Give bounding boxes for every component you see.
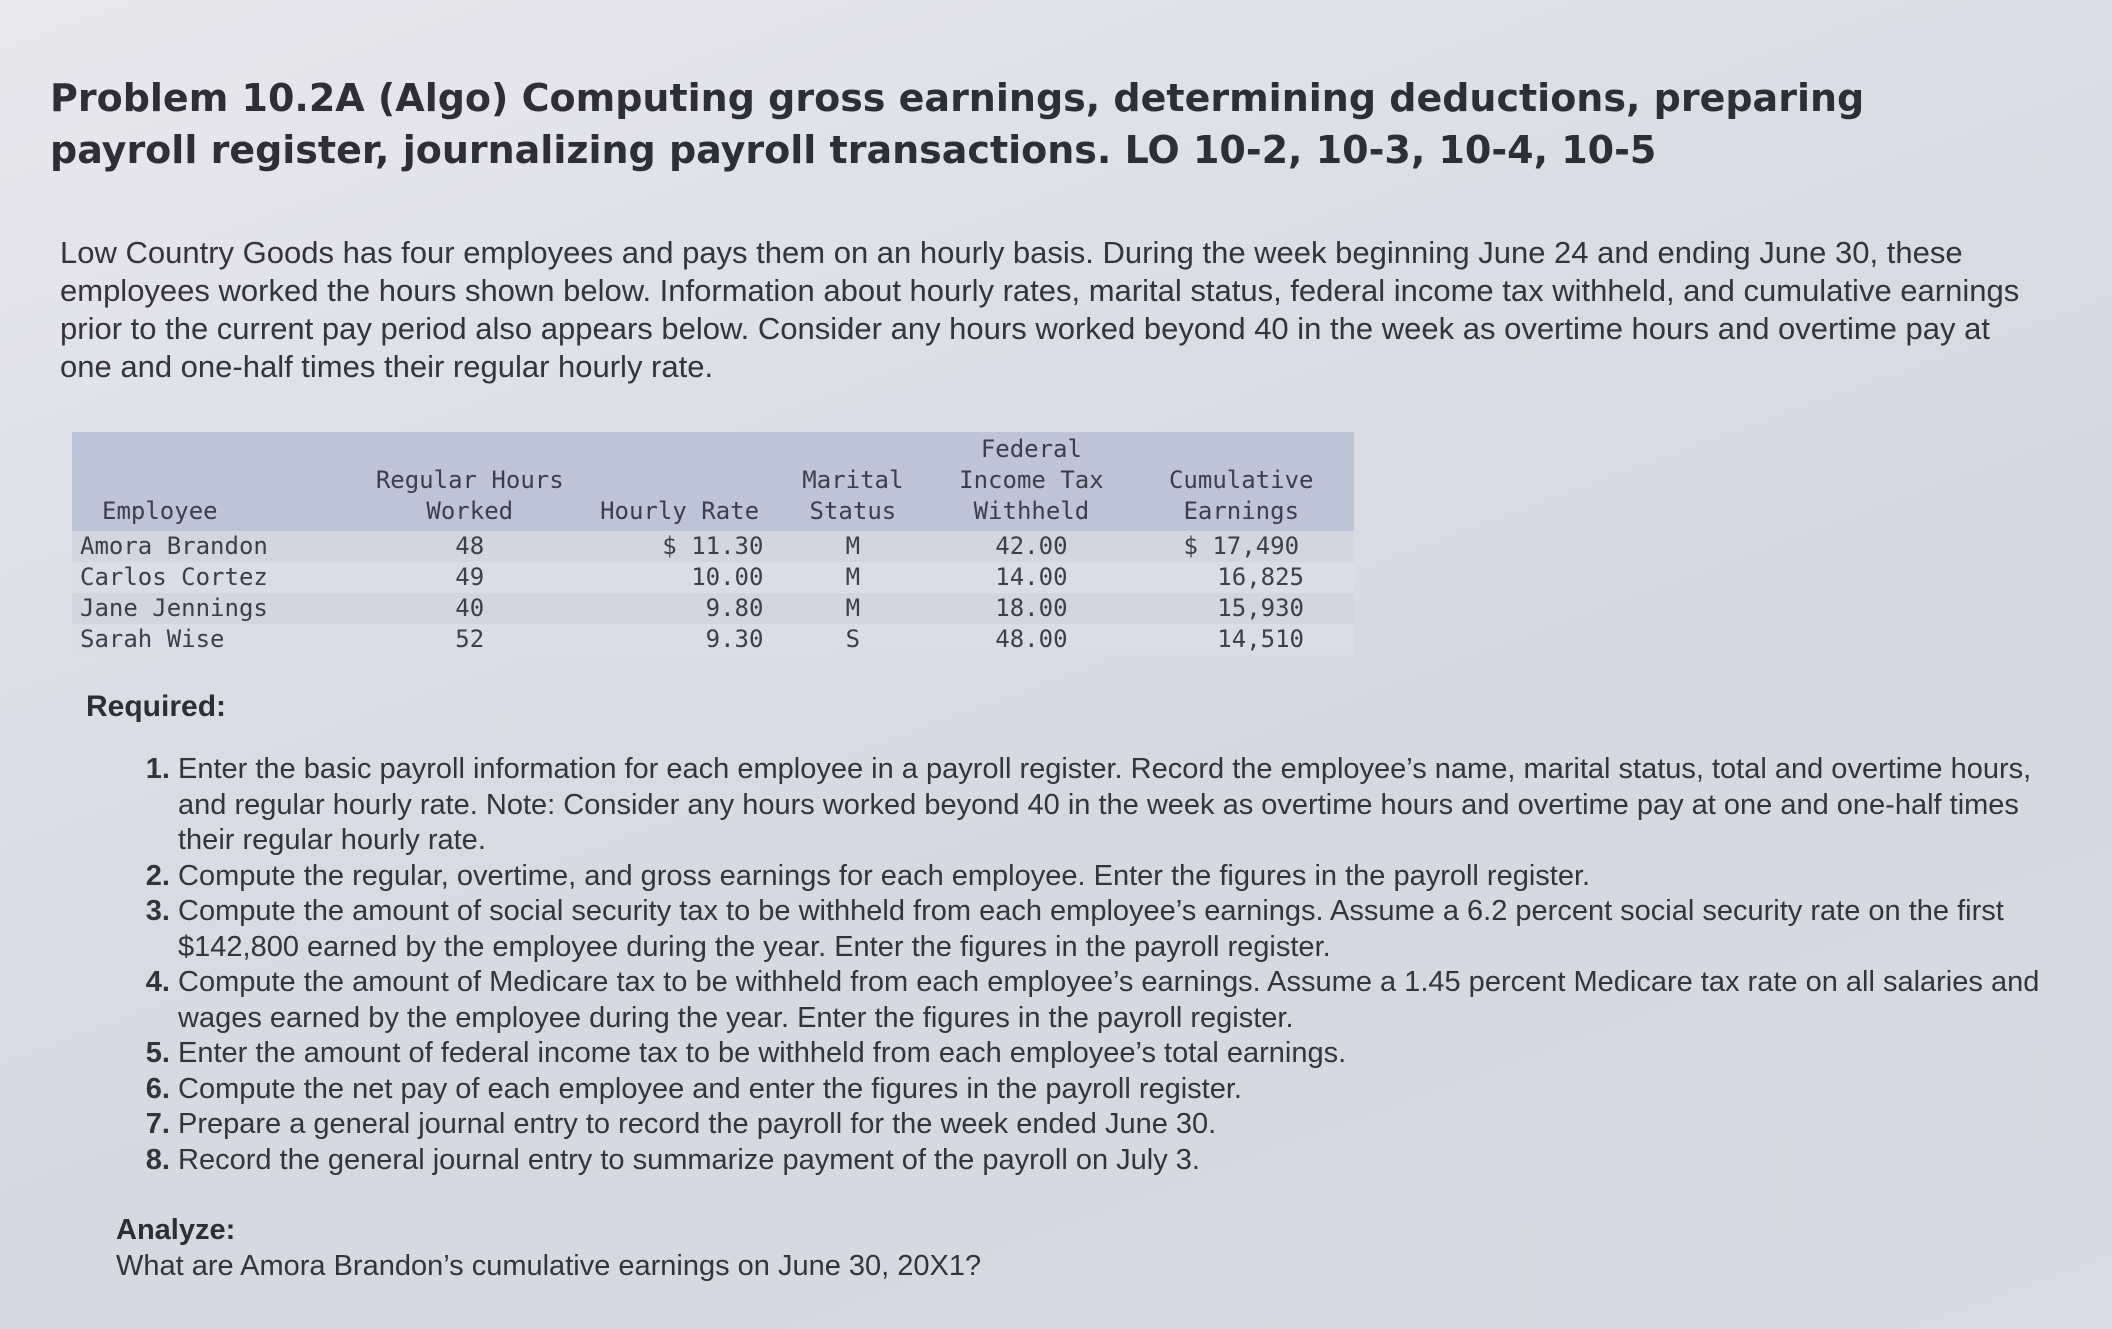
federal-income-tax: 18.00 [995, 594, 1068, 622]
federal-income-tax: 48.00 [995, 625, 1068, 653]
federal-income-tax: 42.00 [995, 532, 1068, 560]
regular-hours: 49 [455, 563, 485, 591]
cumulative-earnings: 15,930 [1217, 594, 1304, 622]
header-regular-hours: Regular Hours Worked [375, 466, 564, 525]
table-row [72, 624, 1354, 655]
cumulative-earnings: 16,825 [1217, 563, 1304, 591]
employee-name: Sarah Wise [80, 625, 225, 653]
marital-status: M [845, 532, 861, 560]
list-item: 4. Compute the amount of Medicare tax to be withheld from each employee’s earnings. Assume a 1.45 percent Medicare tax rate on all salaries and wages earned by the employee during the year. Enter the figures in the payroll register. [178, 965, 2058, 1036]
cumulative-earnings: $ 17,490 [1183, 532, 1300, 560]
list-item: 6. Compute the net pay of each employee and enter the figures in the payroll register. [178, 1072, 2058, 1108]
hourly-rate: 10.00 [691, 563, 764, 591]
hourly-rate: 9.30 [705, 625, 764, 653]
hourly-rate: 9.80 [705, 594, 764, 622]
hourly-rate: $ 11.30 [662, 532, 764, 560]
header-hourly-rate: Hourly Rate [600, 497, 760, 525]
employee-name: Jane Jennings [80, 594, 268, 622]
list-item: 7. Prepare a general journal entry to record the payroll for the week ended June 30. [178, 1107, 2058, 1143]
required-heading: Required: [86, 690, 227, 723]
marital-status: M [845, 594, 861, 622]
list-item: 8. Record the general journal entry to summarize payment of the payroll on July 3. [178, 1143, 2058, 1179]
problem-title: Problem 10.2A (Algo) Computing gross earnings, determining deductions, preparing payroll register, journalizing payroll transactions. LO 10-2, 10-3, 10-4, 10-5 [50, 76, 1865, 172]
table-row [72, 562, 1354, 593]
required-list [138, 752, 2058, 1178]
federal-income-tax: 14.00 [995, 563, 1068, 591]
employee-table [72, 432, 1354, 655]
cumulative-earnings: 14,510 [1217, 625, 1304, 653]
employee-name: Carlos Cortez [80, 563, 268, 591]
header-marital-status: Marital Status [802, 466, 904, 525]
regular-hours: 48 [455, 532, 485, 560]
marital-status: M [845, 563, 861, 591]
regular-hours: 40 [455, 594, 485, 622]
table-row [72, 531, 1354, 562]
table-header-row [72, 432, 1354, 531]
employee-name: Amora Brandon [80, 532, 268, 560]
regular-hours: 52 [455, 625, 485, 653]
analyze-heading: Analyze: [116, 1214, 236, 1246]
list-item: 1. Enter the basic payroll information for each employee in a payroll register. Record the employee’s name, marital status, total and overtime hours, and regular hourly rate. Note: Consider any hours worked beyond 40 in the week as overtime hours and overtime pay at one and one-half times their regular hourly rate. [178, 752, 2058, 859]
header-federal-income-tax: Federal Income Tax Withheld [959, 435, 1104, 525]
header-cumulative-earnings: Cumulative Earnings [1168, 466, 1314, 525]
analyze-question: What are Amora Brandon’s cumulative earnings on June 30, 20X1? [116, 1250, 982, 1282]
table-row [72, 593, 1354, 624]
list-item: 3. Compute the amount of social security tax to be withheld from each employee’s earnings. Assume a 6.2 percent social security rate on the first $142,800 earned by the employee during the year. Enter the figures in the payroll register. [178, 894, 2058, 965]
header-employee: Employee [102, 497, 218, 525]
list-item: 5. Enter the amount of federal income tax to be withheld from each employee’s total earnings. [178, 1036, 2058, 1072]
marital-status: S [845, 625, 861, 653]
list-item: 2. Compute the regular, overtime, and gross earnings for each employee. Enter the figures in the payroll register. [178, 859, 2058, 895]
problem-intro: Low Country Goods has four employees and pays them on an hourly basis. During the week beginning June 24 and ending June 30, these employees worked the hours shown below. Information about hourly rates, marital status, federal income tax withheld, and cumulative earnings prior to the current pay period also appears below. Consider any hours worked beyond 40 in the week as overtime hours and overtime pay at one and one-half times their regular hourly rate. [60, 235, 2020, 384]
